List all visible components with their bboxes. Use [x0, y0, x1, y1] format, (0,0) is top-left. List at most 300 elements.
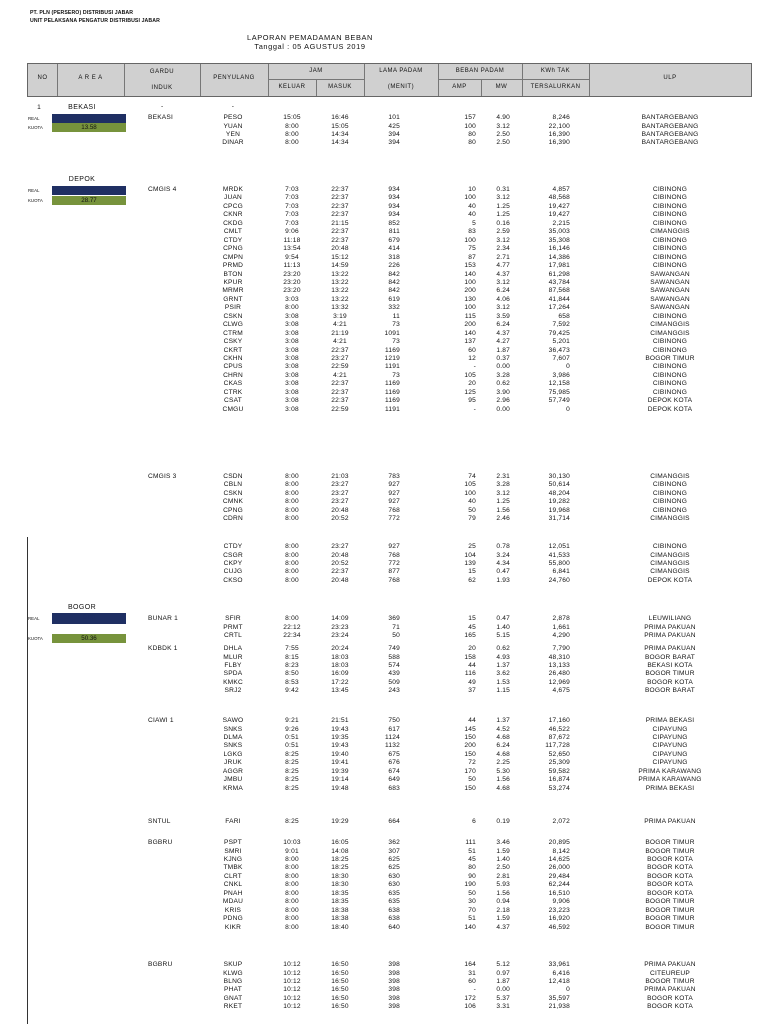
- cell-masuk: 13:45: [331, 687, 349, 695]
- cell-ulp: CIBINONG: [652, 388, 688, 396]
- cell-mw: 5.15: [496, 631, 510, 639]
- cell-penyulang: DLMA: [223, 733, 243, 741]
- cell-penyulang: CSAT: [224, 397, 242, 405]
- cell-mw: 2.59: [496, 228, 510, 236]
- cell-keluar: 3:08: [285, 363, 299, 371]
- area-name-bekasi: BEKASI: [68, 104, 96, 111]
- cell-amp: 40: [468, 498, 476, 506]
- cell-kwh: 41,844: [548, 295, 570, 303]
- cell-ulp: PRIMA BEKASI: [645, 784, 695, 792]
- cell-keluar: 8:00: [285, 855, 299, 863]
- cell-keluar: 8:00: [285, 122, 299, 130]
- cell-penyulang: KLWG: [223, 969, 243, 977]
- cell-kwh: 52,650: [548, 750, 570, 758]
- cell-masuk: 23:27: [331, 355, 349, 362]
- cell-masuk: 22:37: [331, 236, 349, 244]
- cell-lama-padam: 1132: [385, 742, 400, 750]
- cell-gardu-induk: -: [161, 103, 164, 110]
- cell-keluar: 8:00: [285, 898, 299, 906]
- cell-lama-padam: 394: [388, 139, 400, 147]
- cell-mw: 0.47: [496, 568, 510, 576]
- cell-keluar: 7:55: [285, 645, 299, 652]
- cell-ulp: CIPAYUNG: [652, 725, 688, 733]
- cell-ulp: CIBINONG: [652, 202, 688, 210]
- col-lama-padam: LAMA PADAM: [379, 68, 423, 74]
- cell-penyulang: KMKC: [223, 678, 243, 686]
- cell-keluar: 9:01: [285, 847, 299, 855]
- cell-ulp: PRIMA BEKASI: [645, 717, 695, 724]
- cell-keluar: 15:05: [283, 114, 301, 121]
- cell-amp: 150: [464, 733, 476, 741]
- cell-lama-padam: 927: [388, 481, 400, 489]
- cell-keluar: 8:00: [285, 576, 299, 584]
- cell-masuk: 23:27: [331, 543, 349, 550]
- cell-mw: 3.12: [496, 278, 510, 286]
- cell-mw: 2.18: [496, 906, 510, 914]
- cell-keluar: 9:21: [285, 717, 299, 724]
- cell-mw: 0.47: [496, 615, 510, 622]
- cell-amp: 79: [468, 515, 476, 523]
- cell-keluar: 10:12: [283, 1003, 301, 1011]
- cell-lama-padam: 1191: [385, 405, 400, 413]
- cell-penyulang: CPUS: [223, 363, 243, 371]
- cell-masuk: 22:37: [331, 346, 349, 354]
- report-title: LAPORAN PEMADAMAN BEBAN: [247, 33, 373, 42]
- cell-ulp: CIMANGGIS: [650, 321, 690, 329]
- cell-lama-padam: 842: [388, 270, 400, 278]
- cell-penyulang: PESO: [223, 114, 243, 121]
- cell-masuk: 15:12: [331, 253, 349, 261]
- cell-masuk: 4:21: [333, 321, 347, 329]
- cell-masuk: 23:24: [331, 631, 349, 639]
- cell-penyulang: CKSO: [223, 576, 243, 584]
- cell-amp: 20: [468, 645, 476, 652]
- cell-amp: 51: [468, 915, 476, 922]
- cell-lama-padam: 73: [392, 338, 400, 346]
- cell-penyulang: CPNG: [223, 245, 243, 253]
- cell-keluar: 8:00: [285, 881, 299, 889]
- cell-keluar: 3:08: [285, 346, 299, 354]
- cell-masuk: 13:22: [331, 278, 349, 286]
- cell-mw: 3.24: [496, 551, 510, 559]
- cell-masuk: 16:50: [331, 969, 349, 977]
- cell-masuk: 23:27: [331, 489, 349, 497]
- cell-penyulang: CKRT: [223, 346, 243, 354]
- cell-kwh: 26,000: [548, 864, 570, 872]
- cell-masuk: 14:08: [331, 847, 349, 855]
- cell-lama-padam: 630: [388, 872, 400, 880]
- cell-mw: 3.12: [496, 194, 510, 202]
- cell-mw: 0.62: [496, 380, 510, 388]
- cell-kwh: 33,961: [548, 961, 570, 968]
- cell-mw: 1.59: [496, 847, 510, 855]
- cell-masuk: 15:05: [331, 122, 349, 130]
- cell-lama-padam: 362: [388, 839, 400, 846]
- cell-amp: 45: [468, 855, 476, 863]
- cell-penyulang: CNKL: [223, 881, 243, 889]
- cell-ulp: BOGOR KOTA: [647, 872, 693, 880]
- cell-kwh: 19,282: [548, 498, 570, 506]
- cell-amp: 75: [468, 245, 476, 253]
- cell-lama-padam: 934: [388, 186, 400, 193]
- cell-keluar: 8:00: [285, 906, 299, 914]
- cell-amp: -: [473, 405, 476, 413]
- area-name-bogor: BOGOR: [67, 604, 97, 611]
- cell-ulp: CIBINONG: [652, 363, 688, 371]
- cell-kwh: 1,661: [552, 623, 570, 631]
- cell-mw: 3.12: [496, 304, 510, 312]
- cell-keluar: 8:25: [285, 767, 299, 775]
- cell-ulp: BOGOR KOTA: [647, 678, 693, 686]
- cell-lama-padam: 1124: [385, 733, 400, 741]
- cell-masuk: 22:37: [331, 397, 349, 405]
- area-name-depok: DEPOK: [68, 176, 96, 183]
- cell-lama-padam: 927: [388, 498, 400, 506]
- cell-mw: 1.56: [496, 776, 510, 784]
- cell-keluar: 13:54: [283, 245, 301, 253]
- cell-lama-padam: 617: [388, 725, 400, 733]
- cell-mw: 2.50: [496, 864, 510, 872]
- cell-kwh: 75,985: [548, 388, 570, 396]
- cell-mw: 4.27: [496, 338, 510, 346]
- cell-lama-padam: 852: [388, 219, 400, 227]
- kuota-value-bogor: 50.36: [52, 634, 126, 643]
- cell-penyulang: SRJ2: [224, 687, 242, 695]
- cell-keluar: 11:18: [283, 236, 301, 244]
- cell-penyulang: CRTL: [224, 631, 242, 639]
- cell-masuk: 22:37: [331, 186, 349, 193]
- cell-kwh: 24,760: [548, 576, 570, 584]
- cell-keluar: 8:25: [285, 784, 299, 792]
- cell-keluar: 9:54: [285, 253, 299, 261]
- cell-penyulang: AGGR: [222, 767, 244, 775]
- kuota-label: KUOTA: [28, 198, 43, 203]
- cell-keluar: 8:00: [285, 130, 299, 138]
- cell-ulp: CIBINONG: [652, 219, 688, 227]
- cell-mw: 1.56: [496, 889, 510, 897]
- cell-ulp: CIBINONG: [652, 543, 688, 550]
- cell-amp: -: [473, 363, 476, 371]
- cell-ulp: SAWANGAN: [650, 278, 690, 286]
- cell-masuk: 20:48: [331, 245, 349, 253]
- kuota-value-bekasi: 13.58: [52, 123, 126, 132]
- cell-kwh: 6,841: [552, 568, 570, 576]
- cell-keluar: 8:00: [285, 304, 299, 312]
- cell-mw: 4.37: [496, 923, 510, 931]
- cell-amp: 100: [464, 304, 476, 312]
- cell-kwh: 20,895: [548, 839, 570, 846]
- cell-mw: 2.71: [496, 253, 510, 261]
- cell-ulp: CIBINONG: [652, 211, 688, 219]
- cell-keluar: 8:00: [285, 615, 299, 622]
- col-tersalurkan: TERSALURKAN: [530, 84, 581, 90]
- cell-gardu-induk: CMGIS 3: [148, 473, 177, 480]
- cell-keluar: 3:08: [285, 397, 299, 405]
- cell-keluar: 8:00: [285, 473, 299, 480]
- cell-kwh: 7,607: [552, 355, 570, 362]
- cell-masuk: 13:22: [331, 287, 349, 295]
- cell-keluar: 3:08: [285, 355, 299, 362]
- cell-keluar: 8:00: [285, 872, 299, 880]
- cell-kwh: 14,625: [548, 855, 570, 863]
- cell-lama-padam: 675: [388, 750, 400, 758]
- cell-keluar: 8:25: [285, 776, 299, 784]
- cell-masuk: 19:14: [331, 776, 349, 784]
- cell-penyulang: CKNR: [223, 211, 243, 219]
- cell-penyulang: CTDY: [223, 543, 243, 550]
- cell-ulp: CIBINONG: [652, 506, 688, 514]
- cell-penyulang: FARI: [225, 818, 241, 825]
- cell-masuk: 16:50: [331, 986, 349, 994]
- cell-penyulang: SFIR: [225, 615, 241, 622]
- cell-mw: 0.97: [496, 969, 510, 977]
- cell-ulp: CIBINONG: [652, 481, 688, 489]
- cell-kwh: 16,510: [548, 889, 570, 897]
- cell-mw: 0.19: [496, 818, 510, 825]
- cell-lama-padam: 842: [388, 278, 400, 286]
- cell-kwh: 26,480: [548, 670, 570, 678]
- cell-kwh: 46,592: [548, 923, 570, 931]
- cell-mw: 4.68: [496, 733, 510, 741]
- cell-penyulang: KIKR: [224, 923, 242, 931]
- cell-masuk: 19:29: [331, 818, 349, 825]
- cell-masuk: 23:23: [331, 623, 349, 631]
- cell-mw: 6.24: [496, 742, 510, 750]
- cell-kwh: 0: [566, 405, 570, 413]
- cell-penyulang: CMNK: [222, 498, 244, 506]
- cell-lama-padam: 398: [388, 961, 400, 968]
- report-date: Tanggal : 05 AGUSTUS 2019: [254, 42, 366, 51]
- cell-penyulang: MRMR: [222, 287, 244, 295]
- col-menit: (MENIT): [387, 84, 415, 90]
- cell-masuk: 3:19: [333, 312, 347, 320]
- cell-penyulang: SNKS: [223, 725, 243, 733]
- cell-penyulang: PRMD: [222, 262, 244, 270]
- cell-ulp: CIMANGGIS: [650, 559, 690, 567]
- cell-lama-padam: 398: [388, 994, 400, 1002]
- cell-penyulang: CLWG: [222, 321, 244, 329]
- cell-mw: 1.25: [496, 211, 510, 219]
- cell-ulp: CIPAYUNG: [652, 742, 688, 750]
- cell-ulp: CIBINONG: [652, 253, 688, 261]
- cell-mw: 6.24: [496, 287, 510, 295]
- cell-kwh: 43,784: [548, 278, 570, 286]
- cell-ulp: PRIMA PAKUAN: [644, 961, 696, 968]
- cell-kwh: 9,906: [552, 898, 570, 906]
- cell-ulp: BANTARGEBANG: [641, 130, 699, 138]
- cell-penyulang: PRMT: [223, 623, 243, 631]
- cell-keluar: 3:08: [285, 388, 299, 396]
- cell-lama-padam: 768: [388, 551, 400, 559]
- cell-ulp: BOGOR TIMUR: [645, 839, 695, 846]
- cell-lama-padam: 772: [388, 515, 400, 523]
- cell-mw: 1.25: [496, 202, 510, 210]
- cell-kwh: 6,416: [552, 969, 570, 977]
- cell-amp: -: [473, 986, 476, 994]
- cell-masuk: 18:30: [331, 872, 349, 880]
- cell-amp: 60: [468, 346, 476, 354]
- area-no: 1: [37, 104, 41, 111]
- cell-amp: 200: [464, 321, 476, 329]
- col-area: A R E A: [78, 75, 103, 81]
- cell-kwh: 2,215: [552, 219, 570, 227]
- cell-lama-padam: 934: [388, 202, 400, 210]
- cell-kwh: 48,310: [548, 653, 570, 661]
- cell-keluar: 23:20: [283, 270, 301, 278]
- cell-ulp: CIBINONG: [652, 371, 688, 379]
- cell-lama-padam: 750: [388, 717, 400, 724]
- cell-ulp: BOGOR TIMUR: [645, 906, 695, 914]
- cell-amp: 100: [464, 278, 476, 286]
- col-jam: JAM: [309, 68, 323, 74]
- cell-amp: 72: [468, 759, 476, 767]
- col-amp: AMP: [452, 84, 467, 90]
- cell-penyulang: CSKN: [223, 312, 243, 320]
- cell-lama-padam: 842: [388, 287, 400, 295]
- cell-masuk: 14:34: [331, 130, 349, 138]
- cell-penyulang: PNAH: [223, 889, 243, 897]
- cell-mw: 3.28: [496, 371, 510, 379]
- cell-mw: 3.12: [496, 489, 510, 497]
- cell-masuk: 18:25: [331, 855, 349, 863]
- cell-keluar: 8:00: [285, 506, 299, 514]
- cell-amp: 74: [468, 473, 476, 480]
- cell-lama-padam: 369: [388, 615, 400, 622]
- cell-keluar: 8:00: [285, 481, 299, 489]
- cell-penyulang: YEN: [225, 130, 241, 138]
- cell-mw: 1.87: [496, 977, 510, 985]
- cell-kwh: 16,146: [548, 245, 570, 253]
- cell-ulp: DEPOK KOTA: [647, 576, 693, 584]
- col-mw: MW: [495, 84, 508, 90]
- cell-ulp: BOGOR KOTA: [647, 889, 693, 897]
- cell-ulp: CIPAYUNG: [652, 750, 688, 758]
- cell-amp: 44: [468, 661, 476, 669]
- cell-ulp: CIMANGGIS: [650, 228, 690, 236]
- cell-ulp: BANTARGEBANG: [641, 122, 699, 130]
- col-penyulang: PENYULANG: [213, 75, 255, 81]
- cell-penyulang: SNKS: [223, 742, 243, 750]
- cell-penyulang: PSIR: [224, 304, 242, 312]
- cell-lama-padam: 318: [388, 253, 400, 261]
- cell-lama-padam: 768: [388, 576, 400, 584]
- cell-penyulang: YUAN: [223, 122, 243, 130]
- cell-mw: 2.50: [496, 130, 510, 138]
- cell-gardu-induk: CIAWI 1: [148, 717, 174, 724]
- cell-amp: 200: [464, 742, 476, 750]
- cell-mw: 1.40: [496, 623, 510, 631]
- org-name-line2: UNIT PELAKSANA PENGATUR DISTRIBUSI JABAR: [30, 18, 160, 24]
- col-gardu: GARDU: [149, 69, 175, 75]
- cell-ulp: CIMANGGIS: [650, 473, 690, 480]
- cell-mw: 5.30: [496, 767, 510, 775]
- cell-keluar: 22:12: [283, 623, 301, 631]
- cell-ulp: BOGOR TIMUR: [645, 915, 695, 922]
- cell-keluar: 0:51: [285, 733, 299, 741]
- cell-lama-padam: 1191: [385, 363, 400, 371]
- cell-masuk: 19:43: [331, 725, 349, 733]
- cell-kwh: 12,418: [548, 977, 570, 985]
- cell-ulp: SAWANGAN: [650, 287, 690, 295]
- cell-kwh: 61,298: [548, 270, 570, 278]
- cell-amp: 95: [468, 397, 476, 405]
- col-kwh-tak: KWh TAK: [540, 68, 571, 74]
- real-label: REAL: [28, 188, 40, 193]
- cell-masuk: 20:52: [331, 515, 349, 523]
- cell-kwh: 17,160: [548, 717, 570, 724]
- cell-mw: 0.16: [496, 219, 510, 227]
- cell-amp: 12: [468, 355, 476, 362]
- cell-ulp: BANTARGEBANG: [641, 114, 699, 121]
- cell-keluar: 7:03: [285, 211, 299, 219]
- cell-masuk: 18:38: [331, 915, 349, 922]
- cell-kwh: 4,857: [552, 186, 570, 193]
- cell-gardu-induk: KDBDK 1: [148, 645, 178, 652]
- cell-amp: 105: [464, 481, 476, 489]
- cell-mw: 5.37: [496, 994, 510, 1002]
- cell-ulp: DEPOK KOTA: [647, 397, 693, 405]
- cell-lama-padam: 1169: [385, 397, 400, 405]
- cell-ulp: SAWANGAN: [650, 304, 690, 312]
- cell-masuk: 22:59: [331, 363, 349, 371]
- cell-amp: 140: [464, 270, 476, 278]
- cell-penyulang: KJNG: [223, 855, 243, 863]
- cell-penyulang: JRUK: [223, 759, 243, 767]
- cell-ulp: CIBINONG: [652, 380, 688, 388]
- cell-mw: 0.00: [496, 363, 510, 371]
- cell-amp: 90: [468, 872, 476, 880]
- cell-kwh: 25,309: [548, 759, 570, 767]
- cell-ulp: PRIMA PAKUAN: [644, 645, 696, 652]
- cell-masuk: 16:50: [331, 961, 349, 968]
- cell-penyulang: CHRN: [223, 371, 243, 379]
- cell-lama-padam: 676: [388, 759, 400, 767]
- cell-kwh: 19,427: [548, 202, 570, 210]
- cell-amp: 25: [468, 543, 476, 550]
- cell-lama-padam: 877: [388, 568, 400, 576]
- cell-lama-padam: 635: [388, 889, 400, 897]
- cell-penyulang: SAWO: [222, 717, 244, 724]
- cell-masuk: 18:35: [331, 889, 349, 897]
- cell-keluar: 8:00: [285, 568, 299, 576]
- cell-masuk: 21:51: [331, 717, 349, 724]
- cell-mw: 4.34: [496, 559, 510, 567]
- cell-penyulang: CKDG: [223, 219, 243, 227]
- cell-penyulang: CLRT: [224, 872, 242, 880]
- cell-keluar: 3:08: [285, 312, 299, 320]
- cell-mw: 1.56: [496, 506, 510, 514]
- cell-penyulang: CPCG: [223, 202, 243, 210]
- cell-masuk: 20:48: [331, 551, 349, 559]
- cell-kwh: 30,130: [548, 473, 570, 480]
- col-keluar: KELUAR: [278, 84, 306, 90]
- cell-mw: 5.93: [496, 881, 510, 889]
- cell-penyulang: CSKN: [223, 489, 243, 497]
- cell-keluar: 9:06: [285, 228, 299, 236]
- cell-amp: 62: [468, 576, 476, 584]
- cell-amp: 140: [464, 923, 476, 931]
- cell-masuk: 22:59: [331, 405, 349, 413]
- cell-keluar: 7:03: [285, 194, 299, 202]
- cell-amp: 165: [464, 631, 476, 639]
- cell-amp: 130: [464, 295, 476, 303]
- cell-lama-padam: 588: [388, 653, 400, 661]
- cell-ulp: BOGOR TIMUR: [645, 670, 695, 678]
- cell-mw: 3.31: [496, 1003, 510, 1011]
- cell-kwh: 21,938: [548, 1003, 570, 1011]
- cell-ulp: CIMANGGIS: [650, 568, 690, 576]
- cell-ulp: CIBINONG: [652, 346, 688, 354]
